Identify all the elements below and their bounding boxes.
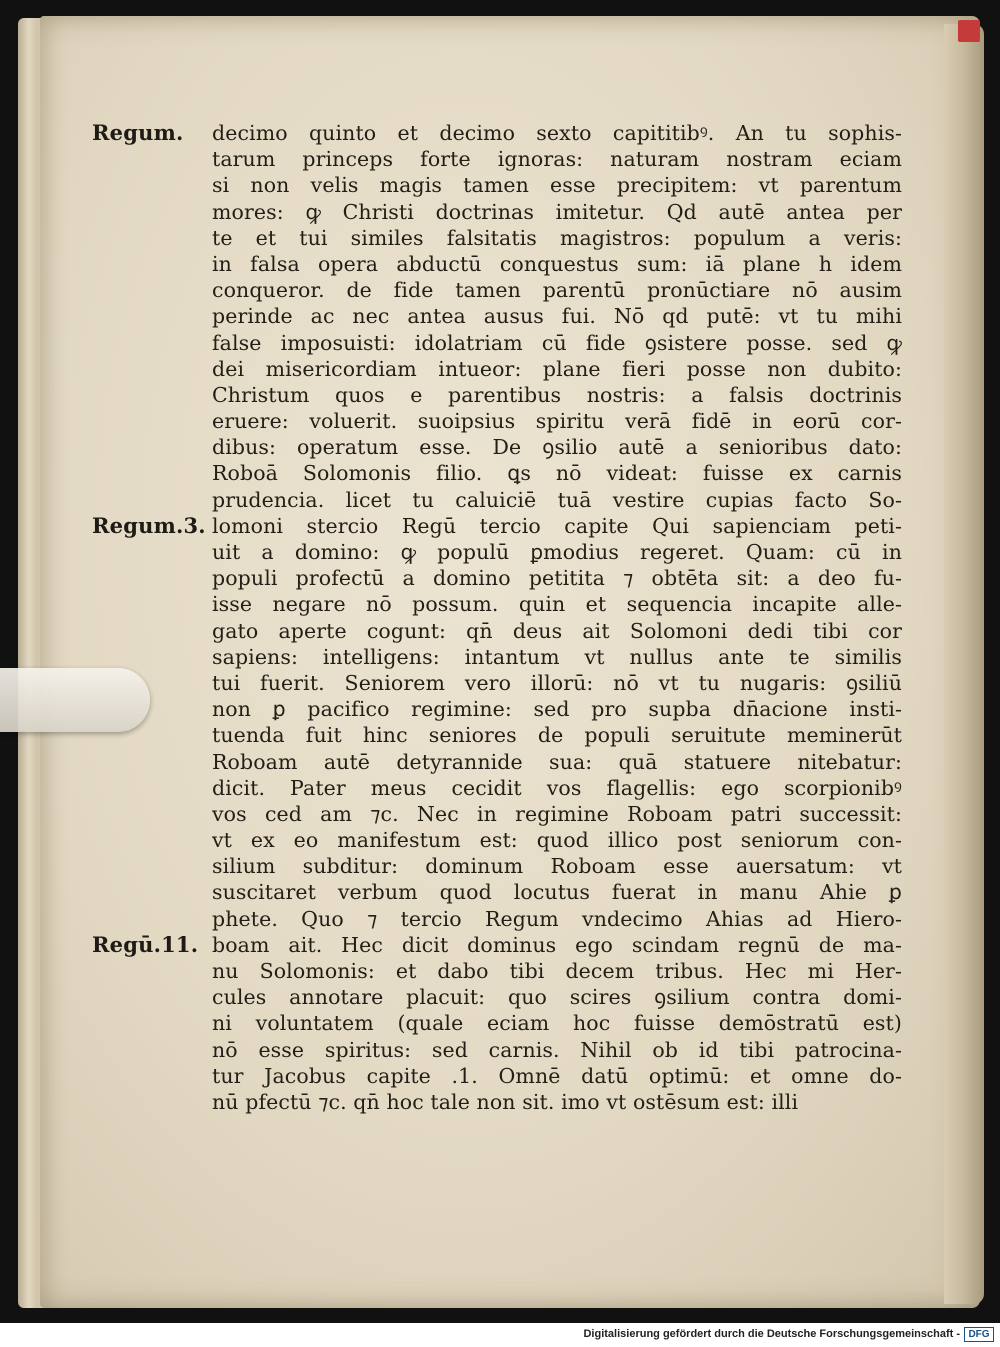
text-line: non ꝑ pacifico regimine: sed pro supba dn̄acione insti- (212, 697, 902, 722)
text-line: isse negare nō possum. quin et sequencia incapite alle- (212, 592, 902, 617)
text-line: lomoni stercio Regū tercio capite Qui sapienciam peti- (212, 513, 902, 538)
bookmark-strip (0, 668, 150, 732)
footer-bar (0, 1323, 1000, 1347)
text-line: Christum quos e parentibus nostris: a falsis doctrinis (212, 382, 902, 407)
text-line: ni voluntatem (quale eciam hoc fuisse demōstratū est) (212, 1011, 902, 1036)
text-line: dei misericordiam intueor: plane fieri posse non dubito: (212, 356, 902, 381)
text-line: decimo quinto et decimo sexto capititibꝰ. An tu sophis- (212, 121, 902, 145)
text-line: tarum princeps forte ignoras: naturam nostram eciam (212, 147, 902, 172)
text-line: sapiens: intelligens: intantum vt nullus ante te similis (212, 644, 902, 669)
text-line: phete. Quo ⁊ tercio Regum vndecimo Ahias ad Hiero- (212, 906, 902, 931)
margin-note: Regum. (92, 120, 184, 145)
book-fore-edge (944, 24, 984, 1304)
text-line: prudencia. licet tu caluiciē tuā vestire cupias facto So- (212, 487, 902, 512)
text-line: si non velis magis tamen esse precipitem: vt parentum (212, 173, 902, 198)
text-line: Roboā Solomonis filio. ꝗs nō videat: fuisse ex carnis (212, 461, 902, 486)
text-line: eruere: voluerit. suoipsius spiritu verā fidē in eorū cor- (212, 409, 902, 434)
text-line: conqueror. de fide tamen parentū pronūctiare nō ausim (212, 278, 902, 303)
text-line: te et tui similes falsitatis magistros: populum a veris: (212, 225, 902, 250)
text-line: boam ait. Hec dicit dominus ego scindam regnū de ma- (212, 932, 902, 957)
dfg-logo[interactable]: DFG (964, 1327, 994, 1342)
text-line: vos ced am ⁊c. Nec in regimine Roboam patri successit: (212, 801, 902, 826)
text-line: mores: ꝙ Christi doctrinas imitetur. Qd autē antea per (212, 199, 902, 224)
color-tab-marker (958, 20, 980, 42)
margin-note: Regū.11. (92, 932, 199, 957)
text-line: vt ex eo manifestum est: quod illico post seniorum con- (212, 828, 902, 853)
body-text (212, 120, 902, 1115)
text-line: nō esse spiritus: sed carnis. Nihil ob id tibi patrocina- (212, 1037, 902, 1062)
text-line: false imposuisti: idolatriam cū fide ꝯsistere posse. sed ꝙ (212, 330, 902, 355)
text-line: tur Jacobus capite .1. Omnē datū optimū: et omne do- (212, 1063, 902, 1088)
text-line: cules annotare placuit: quo scires ꝯsilium contra domi- (212, 985, 902, 1010)
text-line: tui fuerit. Seniorem vero illorū: nō vt tu nugaris: ꝯsiliū (212, 670, 902, 695)
text-line: gato aperte cogunt: qn̄ deus ait Solomoni dedi tibi cor (212, 618, 902, 643)
text-line: perinde ac nec antea ausus fui. Nō qd putē: vt tu mihi (212, 304, 902, 329)
margin-note: Regum.3. (92, 513, 206, 538)
text-line: dibus: operatum esse. De ꝯsilio autē a senioribus dato: (212, 435, 902, 460)
text-line: tuenda fuit hinc seniores de populi seruitute meminerūt (212, 723, 902, 748)
text-line: uit a domino: ꝙ populū ꝑmodius regeret. Quam: cū in (212, 540, 902, 564)
text-line: dicit. Pater meus cecidit vos flagellis: ego scorpionibꝰ (212, 775, 902, 800)
text-line: Roboam autē detyrannide sua: quā statuere nitebatur: (212, 749, 902, 774)
text-line: nū pfectū ⁊c. qn̄ hoc tale non sit. imo vt ostēsum est: illi (212, 1089, 799, 1114)
text-line: populi profectū a domino petitita ⁊ obtēta sit: a deo fu- (212, 566, 902, 591)
text-line: in falsa opera abductū conquestus sum: iā plane h idem (212, 251, 902, 276)
funding-credit: Digitalisierung gefördert durch die Deutsche Forschungsgemeinschaft - (583, 1328, 960, 1340)
text-line: suscitaret verbum quod locutus fuerat in manu Ahie ꝑ (212, 880, 902, 905)
text-line: nu Solomonis: et dabo tibi decem tribus. Hec mi Her- (212, 959, 902, 983)
text-line: silium subditur: dominum Roboam esse auersatum: vt (212, 854, 902, 879)
